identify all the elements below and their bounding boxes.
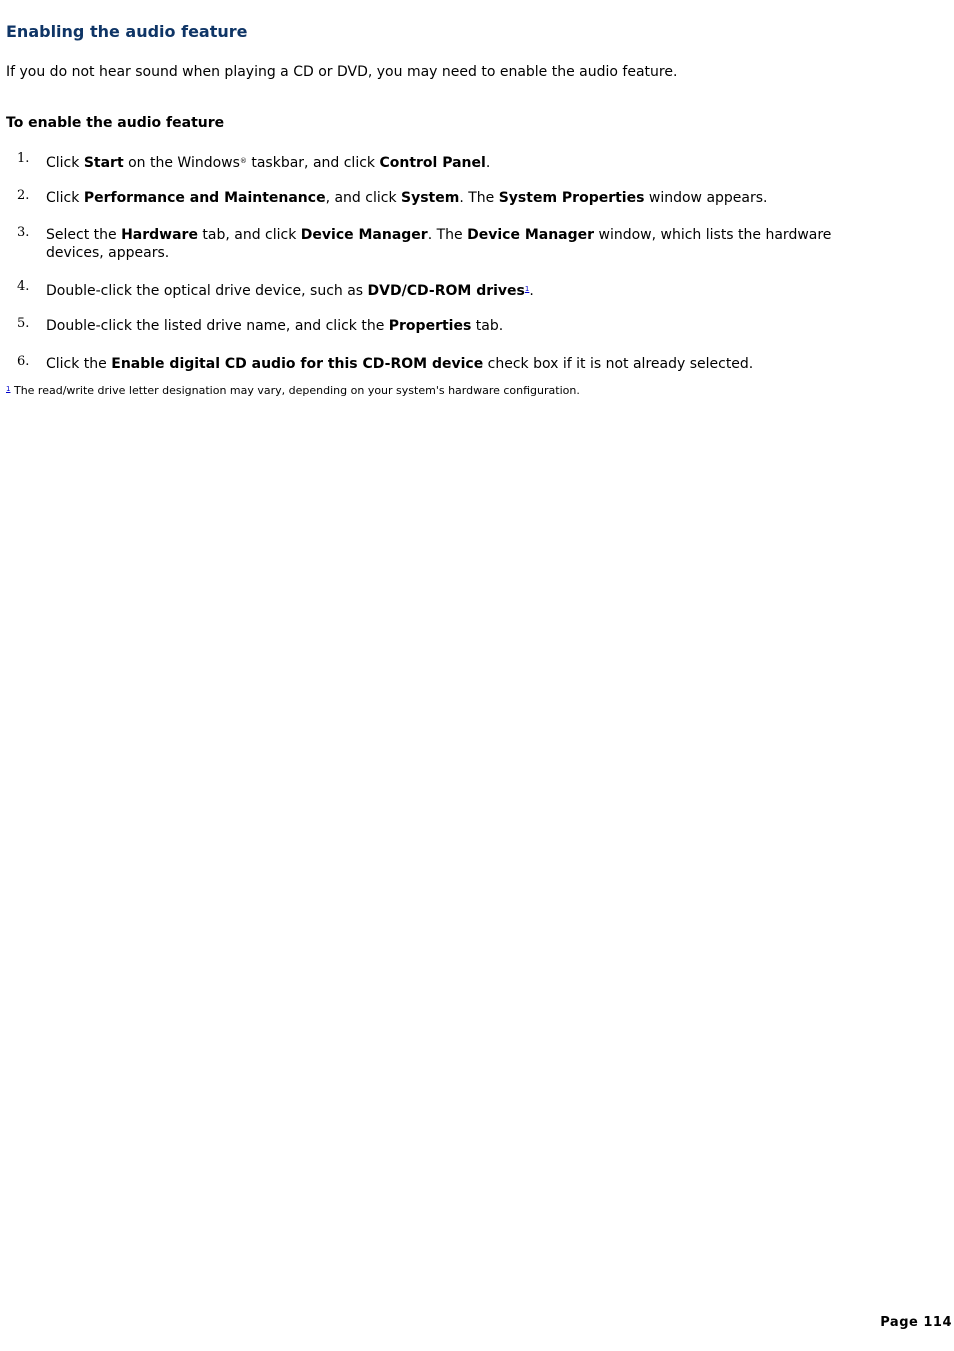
step-text-segment: check box if it is not already selected. <box>483 356 754 372</box>
step-text-segment: Double-click the optical drive device, such as <box>46 283 368 299</box>
step-text-segment: Click <box>46 155 84 171</box>
step-number: 4. <box>17 279 30 294</box>
footnote-text: The read/write drive letter designation may vary, depending on your system's hardware configuration. <box>13 384 580 397</box>
ui-term: Control Panel <box>379 155 486 171</box>
step-text-segment: . <box>529 283 534 299</box>
ui-term: Hardware <box>121 227 198 243</box>
step-text-segment: Double-click the listed drive name, and click the <box>46 318 389 334</box>
step-text-segment: tab. <box>471 318 504 334</box>
step-text <box>46 317 886 335</box>
intro-paragraph: If you do not hear sound when playing a CD or DVD, you may need to enable the audio feature. <box>6 64 678 80</box>
step-number: 2. <box>17 188 30 203</box>
step-text-segment: tab, and click <box>197 227 301 243</box>
page-number: Page 114 <box>880 1315 952 1330</box>
step-text-segment: . <box>485 155 491 171</box>
step-text-segment: . The <box>459 190 499 206</box>
step-text-segment: on the Windows <box>123 155 240 171</box>
step-text <box>46 226 886 262</box>
footnote-ref-link[interactable]: 1 <box>524 285 530 293</box>
footnote-marker-link[interactable]: 1 <box>6 385 11 393</box>
step-text <box>46 189 886 207</box>
ui-term: Device Manager <box>467 227 595 243</box>
ui-term: DVD/CD-ROM drives <box>367 283 525 299</box>
step-number: 1. <box>17 151 30 166</box>
ui-term: Device Manager <box>300 227 428 243</box>
step-text-segment: Click <box>46 190 84 206</box>
ui-term: Enable digital CD audio for this CD-ROM device <box>111 356 484 372</box>
section-heading: To enable the audio feature <box>6 115 225 131</box>
page-title: Enabling the audio feature <box>6 22 248 41</box>
ui-term: Properties <box>388 318 472 334</box>
step-text <box>46 152 886 172</box>
ui-term: System <box>401 190 460 206</box>
ui-term: Start <box>83 155 124 171</box>
step-text <box>46 280 886 300</box>
step-text-segment: taskbar, and click <box>246 155 380 171</box>
step-text-segment: , and click <box>325 190 401 206</box>
ui-term: System Properties <box>498 190 645 206</box>
step-text-segment: . The <box>427 227 468 243</box>
step-text-segment: window appears. <box>644 190 768 206</box>
step-number: 3. <box>17 225 30 240</box>
step-text-segment: Click the <box>46 356 112 372</box>
step-number: 6. <box>17 354 30 369</box>
step-text <box>46 355 886 373</box>
registered-mark: ® <box>239 157 247 165</box>
step-text-segment: window, which lists the hardware devices, appears. <box>46 227 832 261</box>
step-number: 5. <box>17 316 30 331</box>
footnote <box>6 382 580 398</box>
step-text-segment: Select the <box>46 227 122 243</box>
ui-term: Performance and Maintenance <box>83 190 326 206</box>
